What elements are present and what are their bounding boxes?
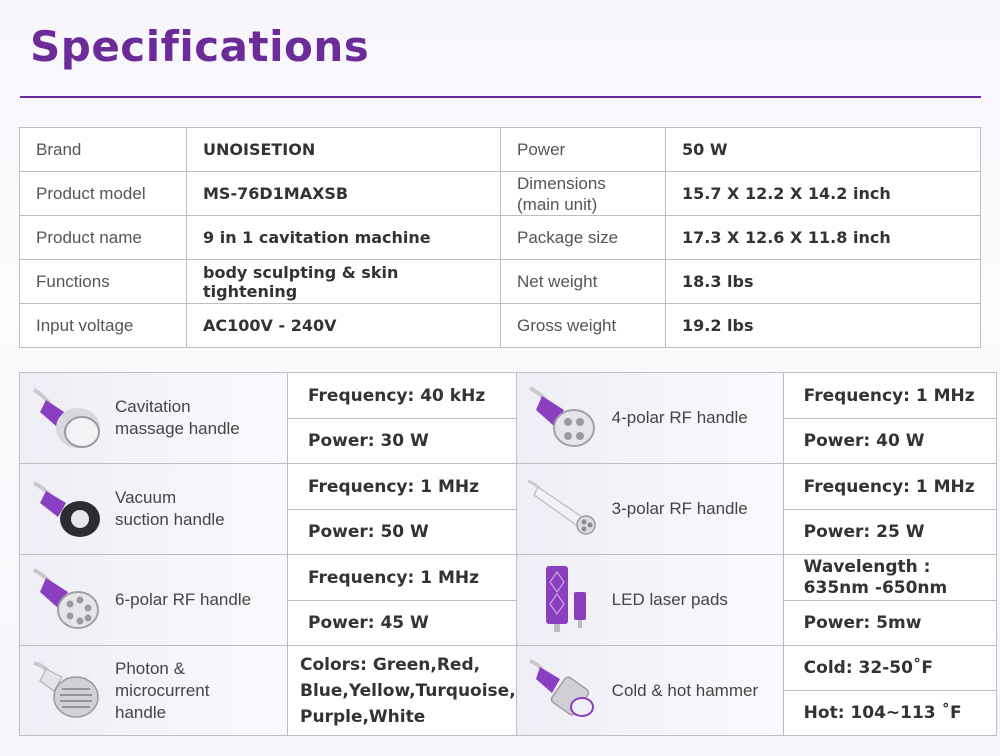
spec-label: Brand bbox=[20, 128, 187, 172]
spec-value: UNOISETION bbox=[187, 128, 501, 172]
handle-name: Photon & microcurrent handle bbox=[115, 658, 210, 722]
spec-value: 15.7 X 12.2 X 14.2 inch bbox=[666, 172, 981, 216]
handle-name: 3-polar RF handle bbox=[611, 499, 748, 518]
handle-spec: Frequency: 1 MHz bbox=[288, 555, 517, 601]
handle-cell bbox=[516, 646, 783, 736]
handle-spec: Wavelength : 635nm -650nm bbox=[783, 555, 996, 601]
page-title: Specifications bbox=[30, 22, 370, 71]
spec-table bbox=[19, 127, 981, 348]
handle-spec: Frequency: 1 MHz bbox=[783, 464, 996, 510]
spec-row bbox=[20, 128, 981, 172]
handle-name: LED laser pads bbox=[611, 590, 728, 609]
handle-cell bbox=[20, 646, 288, 736]
handle-spec: Power: 45 W bbox=[288, 601, 517, 646]
spec-label: Product model bbox=[20, 172, 187, 216]
handle-spec: Power: 5mw bbox=[783, 601, 996, 646]
spec-row bbox=[20, 172, 981, 216]
spec-label: Input voltage bbox=[20, 304, 187, 348]
handle-row bbox=[20, 555, 997, 601]
spec-label: Power bbox=[501, 128, 666, 172]
handle-spec: Hot: 104~113 ˚F bbox=[783, 691, 996, 736]
spec-value: 9 in 1 cavitation machine bbox=[187, 216, 501, 260]
spec-value: 19.2 lbs bbox=[666, 304, 981, 348]
spec-value: MS-76D1MAXSB bbox=[187, 172, 501, 216]
handle-cell bbox=[516, 555, 783, 646]
photon-handle-icon bbox=[20, 648, 115, 734]
spec-label: Gross weight bbox=[501, 304, 666, 348]
handle-name: 4-polar RF handle bbox=[611, 408, 748, 427]
handle-name: Cavitation massage handle bbox=[115, 397, 240, 438]
handle-row bbox=[20, 464, 997, 510]
spec-label: Product name bbox=[20, 216, 187, 260]
spec-value: 50 W bbox=[666, 128, 981, 172]
led-laser-pads-icon bbox=[517, 557, 612, 643]
handle-spec: Frequency: 40 kHz bbox=[288, 373, 517, 419]
handle-cell bbox=[516, 373, 783, 464]
handle-cell bbox=[20, 555, 288, 646]
handle-spec: Colors: Green,Red, Blue,Yellow,Turquoise, Purple,White bbox=[288, 646, 517, 736]
spec-row bbox=[20, 260, 981, 304]
handle-spec: Power: 50 W bbox=[288, 510, 517, 555]
spec-label: Dimensions (main unit) bbox=[501, 172, 666, 216]
handle-spec: Cold: 32-50˚F bbox=[783, 646, 996, 691]
handles-table bbox=[19, 372, 997, 736]
spec-label: Net weight bbox=[501, 260, 666, 304]
spec-row bbox=[20, 216, 981, 260]
handle-spec: Frequency: 1 MHz bbox=[783, 373, 996, 419]
handle-row bbox=[20, 373, 997, 419]
spec-value: body sculpting & skin tightening bbox=[187, 260, 501, 304]
spec-value: 18.3 lbs bbox=[666, 260, 981, 304]
title-divider bbox=[20, 96, 981, 98]
handle-spec: Power: 30 W bbox=[288, 419, 517, 464]
handle-spec: Power: 25 W bbox=[783, 510, 996, 555]
handle-row bbox=[20, 646, 997, 691]
handle-name: Cold & hot hammer bbox=[611, 680, 759, 700]
six-polar-rf-handle-icon bbox=[20, 557, 115, 643]
handle-spec: Frequency: 1 MHz bbox=[288, 464, 517, 510]
spec-value: 17.3 X 12.6 X 11.8 inch bbox=[666, 216, 981, 260]
spec-row bbox=[20, 304, 981, 348]
handle-cell bbox=[20, 464, 288, 555]
handle-cell bbox=[516, 464, 783, 555]
spec-label: Package size bbox=[501, 216, 666, 260]
handle-spec: Power: 40 W bbox=[783, 419, 996, 464]
handle-name: 6-polar RF handle bbox=[115, 590, 252, 609]
four-polar-rf-handle-icon bbox=[517, 375, 612, 461]
cavitation-handle-icon bbox=[20, 375, 115, 461]
spec-label: Functions bbox=[20, 260, 187, 304]
handle-cell bbox=[20, 373, 288, 464]
handle-name: Vacuum suction handle bbox=[115, 488, 225, 529]
vacuum-handle-icon bbox=[20, 466, 115, 552]
three-polar-rf-handle-icon bbox=[517, 466, 612, 552]
spec-value: AC100V - 240V bbox=[187, 304, 501, 348]
cold-hot-hammer-icon bbox=[517, 648, 612, 734]
